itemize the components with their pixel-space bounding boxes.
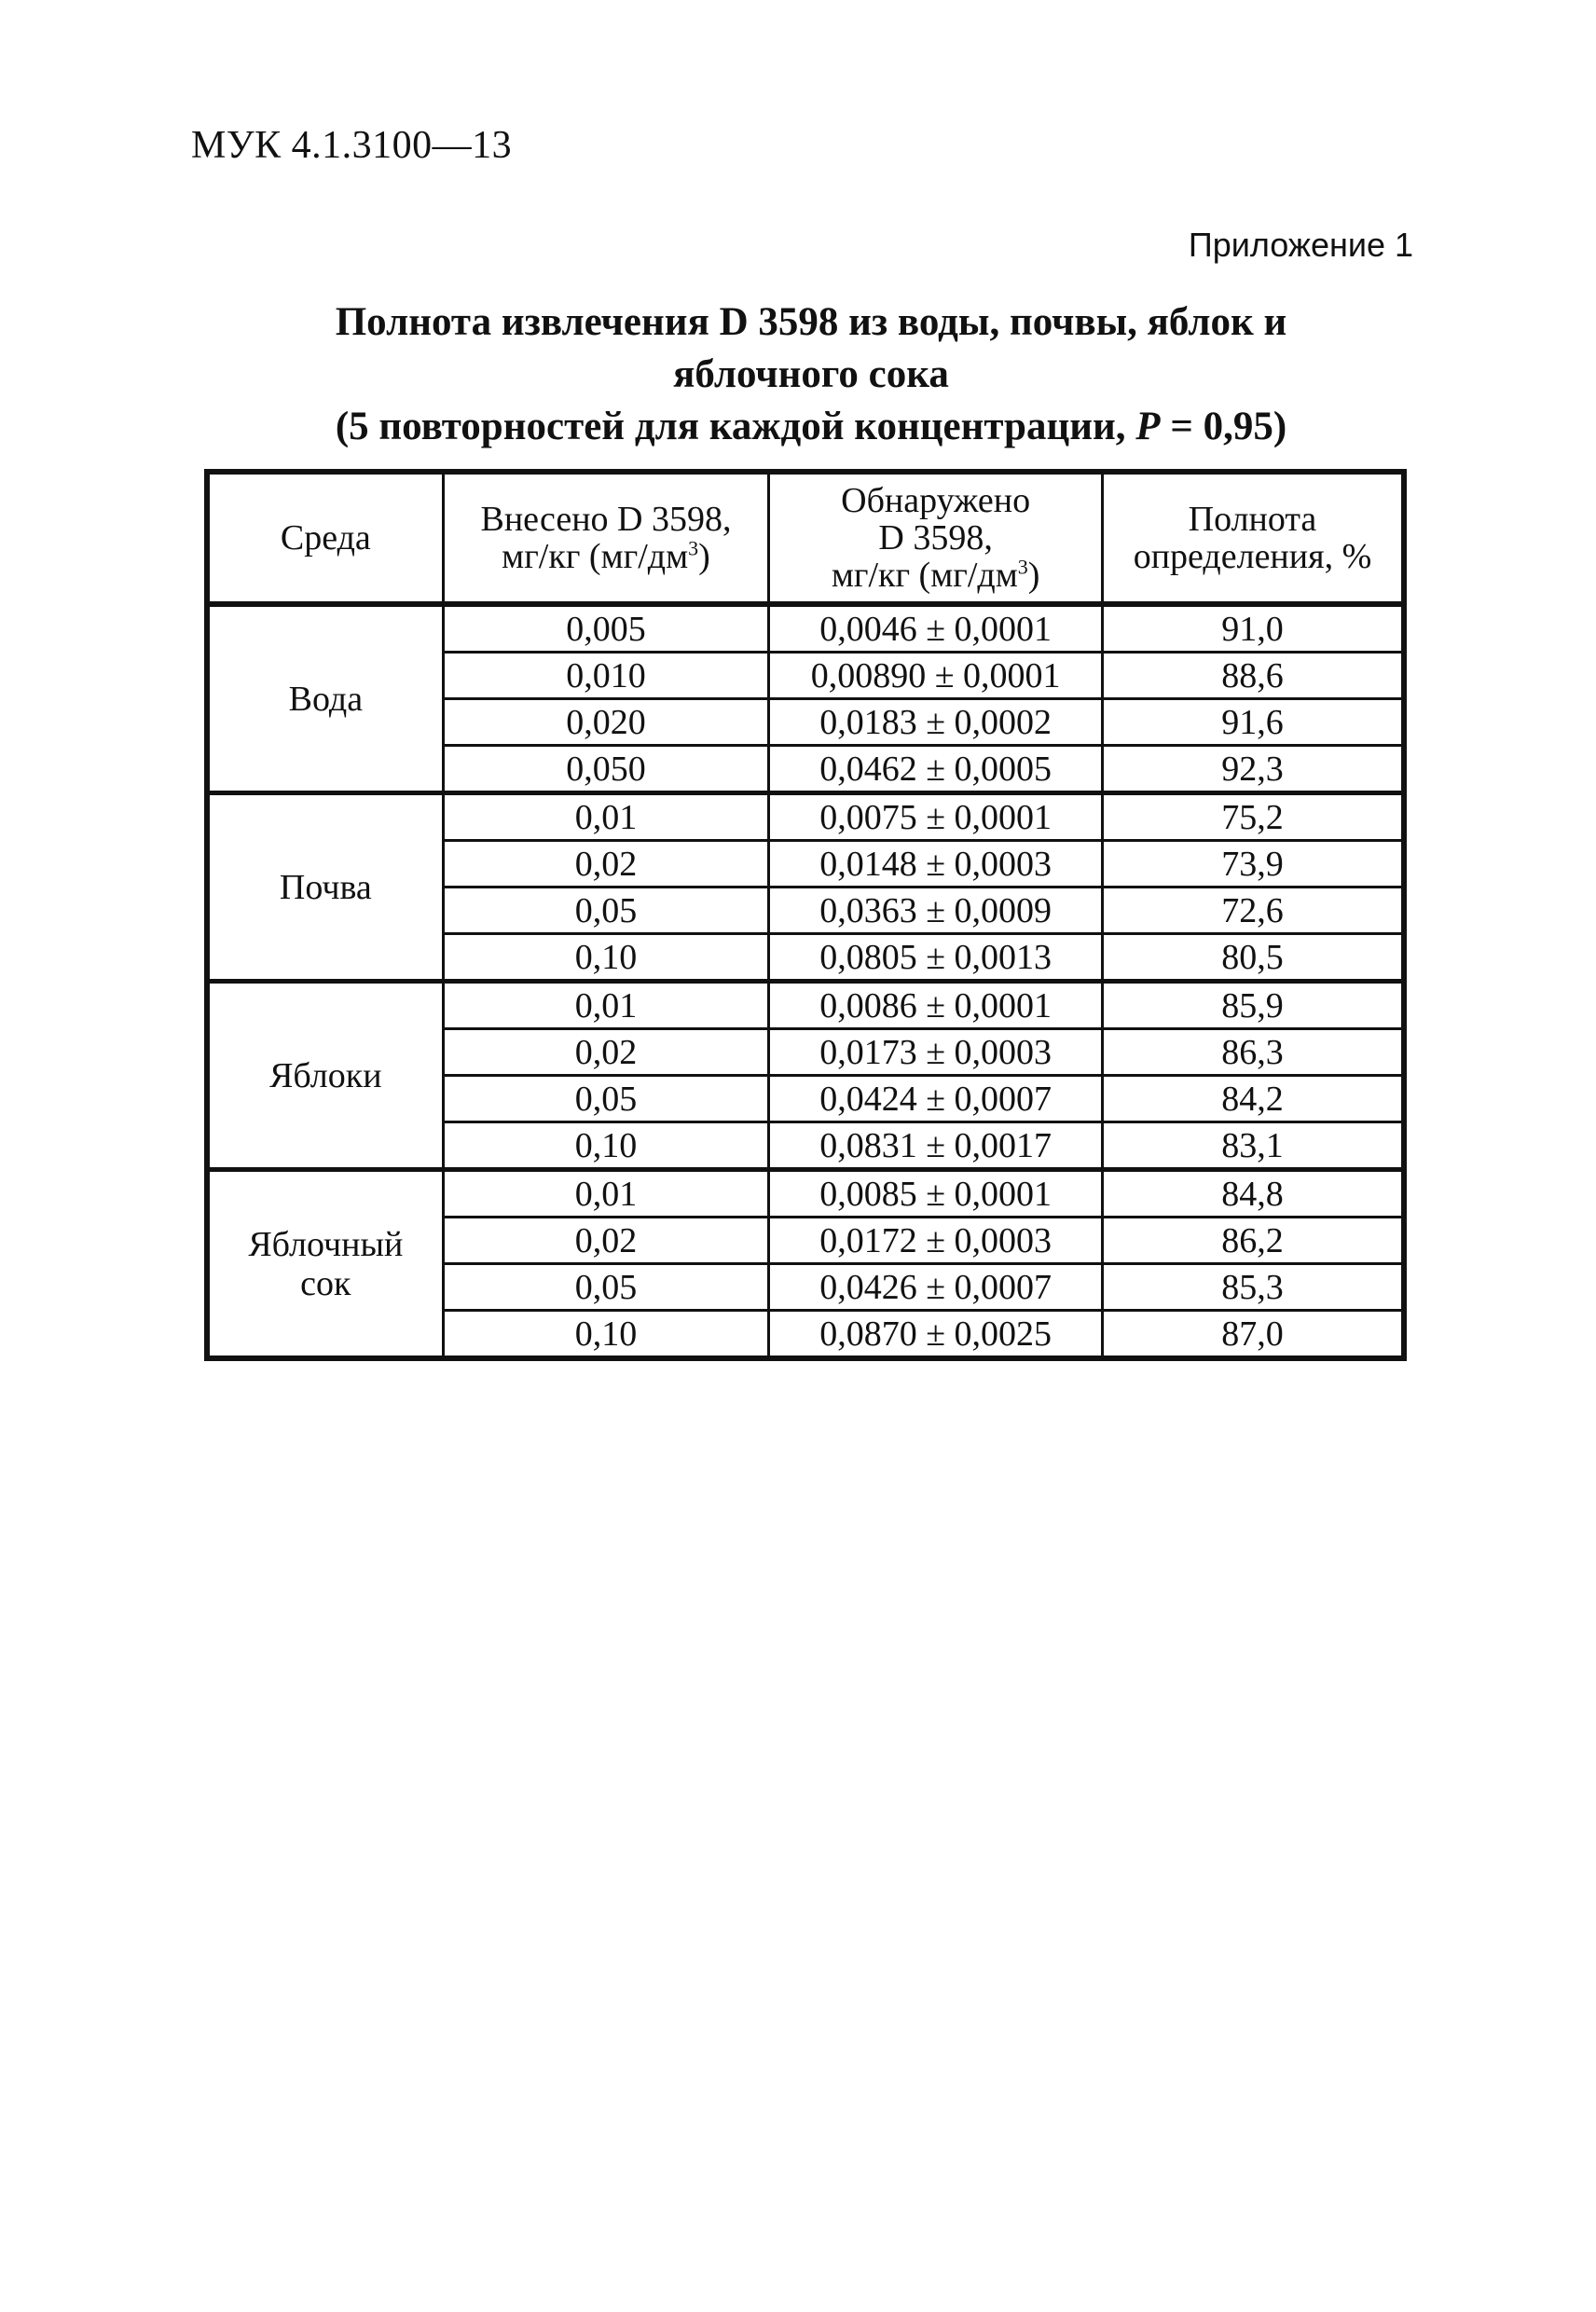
found-cell: 0,0426 ± 0,0007 (769, 1264, 1103, 1311)
added-cell: 0,050 (443, 746, 769, 793)
recovery-cell: 86,2 (1102, 1218, 1404, 1264)
added-cell: 0,05 (443, 1076, 769, 1122)
recovery-cell: 83,1 (1102, 1122, 1404, 1170)
recovery-cell: 86,3 (1102, 1029, 1404, 1076)
found-cell: 0,00890 ± 0,0001 (769, 653, 1103, 699)
header-recovery-line-2: определения, % (1133, 537, 1372, 576)
medium-cell (207, 1170, 443, 1359)
found-cell: 0,0085 ± 0,0001 (769, 1170, 1103, 1218)
recovery-cell: 87,0 (1102, 1311, 1404, 1359)
header-medium (207, 472, 443, 604)
added-cell: 0,01 (443, 793, 769, 841)
header-found-unit: мг/кг (мг/дм (831, 556, 1018, 595)
title-line-1: Полнота извлечения D 3598 из воды, почвы, яблок и (335, 300, 1287, 344)
found-cell: 0,0424 ± 0,0007 (769, 1076, 1103, 1122)
found-cell: 0,0363 ± 0,0009 (769, 888, 1103, 934)
medium-name: Почва (279, 867, 372, 907)
found-cell: 0,0462 ± 0,0005 (769, 746, 1103, 793)
header-medium-text: Среда (280, 518, 371, 557)
medium-name: Вода (288, 679, 364, 719)
added-cell: 0,02 (443, 1029, 769, 1076)
medium-cell (207, 982, 443, 1170)
document-code: МУК 4.1.3100—13 (191, 124, 513, 167)
table-title (205, 296, 1417, 453)
added-cell: 0,05 (443, 888, 769, 934)
recovery-cell: 92,3 (1102, 746, 1404, 793)
added-cell: 0,02 (443, 841, 769, 888)
header-found (769, 472, 1103, 604)
header-added-sup: 3 (688, 536, 699, 560)
medium-cell (207, 604, 443, 793)
found-cell: 0,0870 ± 0,0025 (769, 1311, 1103, 1359)
added-cell: 0,01 (443, 1170, 769, 1218)
added-cell: 0,10 (443, 934, 769, 982)
recovery-cell: 88,6 (1102, 653, 1404, 699)
found-cell: 0,0183 ± 0,0002 (769, 699, 1103, 746)
found-cell: 0,0805 ± 0,0013 (769, 934, 1103, 982)
added-cell: 0,01 (443, 982, 769, 1029)
medium-name: Яблоки (269, 1055, 382, 1095)
title-line-2: яблочного сока (673, 352, 949, 396)
added-cell: 0,10 (443, 1311, 769, 1359)
header-found-line-2: D 3598, (878, 518, 993, 557)
found-cell: 0,0173 ± 0,0003 (769, 1029, 1103, 1076)
header-added (443, 472, 769, 604)
found-cell: 0,0086 ± 0,0001 (769, 982, 1103, 1029)
medium-cell (207, 793, 443, 982)
found-cell: 0,0046 ± 0,0001 (769, 604, 1103, 653)
header-added-unit: мг/кг (мг/дм (502, 537, 689, 576)
header-added-line-1: Внесено D 3598, (480, 500, 732, 539)
recovery-cell: 84,8 (1102, 1170, 1404, 1218)
header-found-sup: 3 (1017, 555, 1028, 579)
recovery-cell: 85,3 (1102, 1264, 1404, 1311)
title-line-3-suffix: = 0,95) (1160, 405, 1287, 448)
found-cell: 0,0172 ± 0,0003 (769, 1218, 1103, 1264)
found-cell: 0,0831 ± 0,0017 (769, 1122, 1103, 1170)
header-found-close: ) (1027, 556, 1040, 595)
added-cell: 0,005 (443, 604, 769, 653)
recovery-cell: 85,9 (1102, 982, 1404, 1029)
header-added-line-2 (445, 538, 768, 575)
title-line-3 (205, 401, 1417, 453)
recovery-table (204, 469, 1407, 1361)
added-cell: 0,010 (443, 653, 769, 699)
found-cell: 0,0148 ± 0,0003 (769, 841, 1103, 888)
header-recovery (1102, 472, 1404, 604)
recovery-cell: 72,6 (1102, 888, 1404, 934)
table-header (207, 472, 1404, 604)
table-row (207, 604, 1404, 653)
recovery-cell: 84,2 (1102, 1076, 1404, 1122)
recovery-cell: 91,0 (1102, 604, 1404, 653)
header-added-close: ) (698, 537, 710, 576)
recovery-cell: 80,5 (1102, 934, 1404, 982)
header-found-line-1: Обнаружено (841, 481, 1031, 520)
recovery-cell: 91,6 (1102, 699, 1404, 746)
added-cell: 0,020 (443, 699, 769, 746)
table-row (207, 1170, 1404, 1218)
added-cell: 0,05 (443, 1264, 769, 1311)
title-line-3-prefix: (5 повторностей для каждой концентрации, (335, 405, 1136, 448)
table-body (207, 604, 1404, 1358)
table-row (207, 982, 1404, 1029)
header-recovery-line-1: Полнота (1188, 500, 1317, 539)
found-cell: 0,0075 ± 0,0001 (769, 793, 1103, 841)
recovery-cell: 75,2 (1102, 793, 1404, 841)
medium-name: Яблочный (248, 1224, 404, 1264)
recovery-cell: 73,9 (1102, 841, 1404, 888)
header-found-line-3 (770, 557, 1101, 594)
medium-name: сок (300, 1263, 351, 1303)
title-probability-symbol: P (1135, 405, 1161, 448)
added-cell: 0,02 (443, 1218, 769, 1264)
appendix-label: Приложение 1 (1188, 226, 1413, 264)
table-row (207, 793, 1404, 841)
added-cell: 0,10 (443, 1122, 769, 1170)
